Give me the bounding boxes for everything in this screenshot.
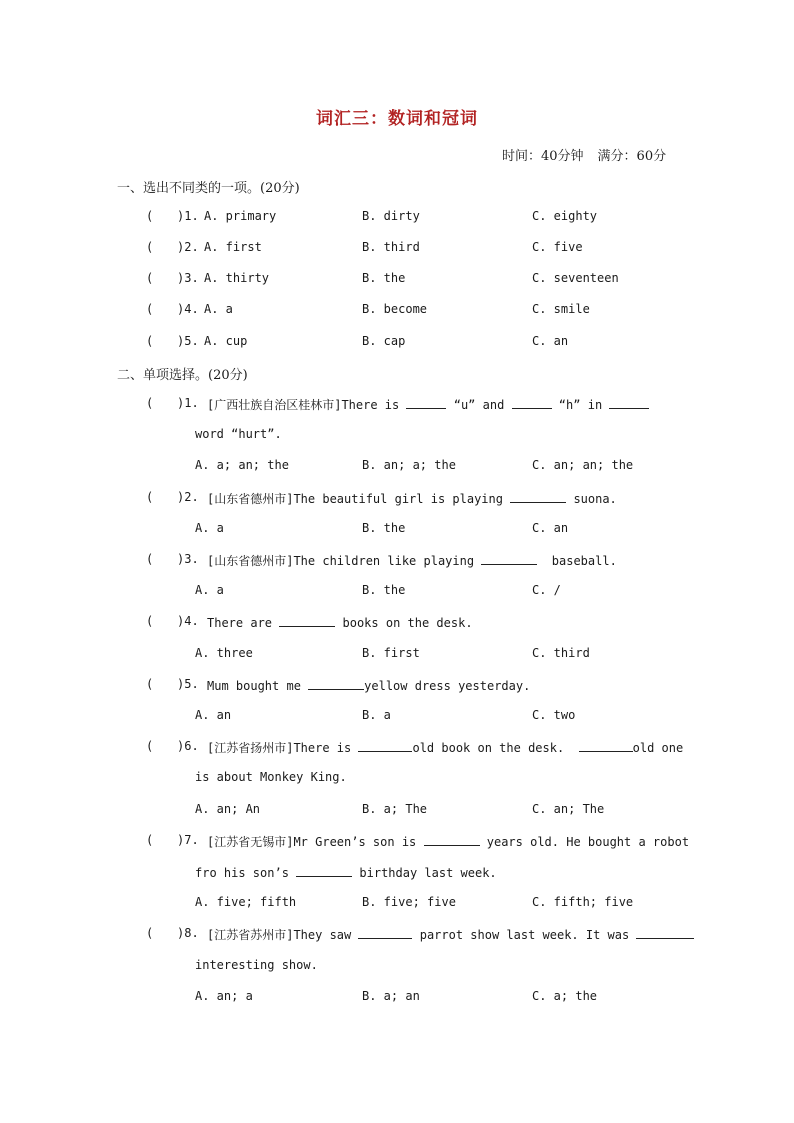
s2-question-6-line2: [0, 770, 794, 790]
question-number: )5.: [177, 677, 199, 691]
option-c: C. an: [532, 334, 569, 348]
answer-paren[interactable]: (: [146, 739, 154, 753]
answer-paren[interactable]: (: [146, 396, 154, 410]
option-b: B. the: [362, 521, 406, 535]
option-a: A. five; fifth: [195, 895, 297, 909]
answer-blank[interactable]: [424, 833, 480, 846]
option-b: B. third: [362, 240, 420, 254]
option-c: C. five: [532, 240, 583, 254]
s2-question-7-line2: [0, 864, 794, 884]
option-c: C. an: [532, 521, 569, 535]
option-a: A. a: [195, 521, 224, 535]
option-c: C. /: [532, 583, 561, 597]
s2-question-7: [0, 833, 794, 853]
option-c: C. seventeen: [532, 271, 619, 285]
stem-continuation: is about Monkey King.: [195, 770, 347, 784]
s2-question-4: [0, 614, 794, 634]
option-c: C. a; the: [532, 989, 598, 1003]
stem-text: birthday last week.: [359, 866, 497, 880]
source-tag: [山东省德州市]: [207, 492, 294, 506]
stem-text: books on the desk.: [342, 616, 473, 630]
s1-question-3: [0, 271, 794, 291]
answer-paren[interactable]: (: [146, 552, 154, 566]
option-b: B. the: [362, 583, 406, 597]
answer-blank[interactable]: [296, 864, 352, 877]
stem-text: The children like playing: [293, 554, 475, 568]
answer-paren[interactable]: (: [146, 677, 154, 691]
question-number: )7.: [177, 833, 199, 847]
option-a: A. a: [195, 583, 224, 597]
source-tag: [江苏省苏州市]: [207, 928, 294, 942]
s2-question-2-options: [0, 521, 794, 541]
answer-blank[interactable]: [609, 396, 649, 409]
question-stem: [207, 552, 677, 569]
answer-paren[interactable]: (: [146, 614, 154, 628]
question-number: )8.: [177, 926, 199, 940]
answer-paren[interactable]: (: [146, 240, 154, 254]
s2-question-6-options: [0, 802, 794, 822]
s2-question-6: [0, 739, 794, 759]
option-a: A. thirty: [204, 271, 270, 285]
option-a: A. primary: [204, 209, 277, 223]
question-number: )1.: [177, 396, 199, 410]
option-b: B. an; a; the: [362, 458, 456, 472]
answer-paren[interactable]: (: [146, 302, 154, 316]
answer-blank[interactable]: [512, 396, 552, 409]
s2-question-7-options: [0, 895, 794, 915]
answer-blank[interactable]: [279, 614, 335, 627]
s2-question-8: [0, 926, 794, 946]
answer-blank[interactable]: [406, 396, 446, 409]
s2-question-8-options: [0, 989, 794, 1009]
stem-text: suona.: [573, 492, 617, 506]
stem-text: There is: [293, 741, 352, 755]
option-a: A. a: [204, 302, 233, 316]
source-tag: [广西壮族自治区桂林市]: [207, 398, 342, 412]
s2-question-4-options: [0, 646, 794, 666]
answer-paren[interactable]: (: [146, 334, 154, 348]
page-title: 词汇三：数词和冠词: [316, 109, 478, 129]
question-number: )2.: [177, 240, 199, 254]
stem-text: “h”: [558, 398, 581, 412]
question-stem: [207, 677, 677, 693]
question-stem: [207, 739, 684, 756]
s2-question-2: [0, 490, 794, 510]
s1-question-2: [0, 240, 794, 260]
stem-text: in: [587, 398, 603, 412]
question-number: )3.: [177, 271, 199, 285]
answer-blank[interactable]: [308, 677, 364, 690]
s1-question-1: [0, 209, 794, 229]
option-b: B. a; The: [362, 802, 428, 816]
stem-text: old one: [632, 741, 684, 755]
s2-question-1: [0, 396, 794, 416]
question-stem: [207, 490, 677, 507]
stem-text: years old. He bought a robot: [486, 835, 690, 849]
question-stem: [207, 396, 677, 413]
option-a: A. an; An: [195, 802, 261, 816]
question-number: )6.: [177, 739, 199, 753]
s2-question-3-options: [0, 583, 794, 603]
option-c: C. two: [532, 708, 576, 722]
answer-blank[interactable]: [636, 926, 694, 939]
answer-blank[interactable]: [481, 552, 537, 565]
answer-blank[interactable]: [510, 490, 566, 503]
s2-question-1-line2: [0, 427, 794, 447]
section1-heading: 一、选出不同类的一项。(20分): [117, 181, 300, 196]
option-a: A. cup: [204, 334, 248, 348]
stem-text: The beautiful girl is playing: [293, 492, 503, 506]
stem-text: Mr Green’s son is: [293, 835, 417, 849]
option-b: B. become: [362, 302, 428, 316]
answer-blank[interactable]: [358, 739, 412, 752]
s2-question-1-options: [0, 458, 794, 478]
answer-paren[interactable]: (: [146, 926, 154, 940]
option-a: A. an: [195, 708, 232, 722]
option-a: A. an; a: [195, 989, 253, 1003]
answer-blank[interactable]: [579, 739, 633, 752]
stem-text: There are: [207, 616, 273, 630]
stem-continuation: [195, 864, 677, 880]
stem-text: old book on the desk.: [412, 741, 565, 755]
option-b: B. cap: [362, 334, 406, 348]
s2-question-5: [0, 677, 794, 697]
s2-question-8-line2: [0, 958, 794, 978]
time-limit: 时间：40分钟: [502, 149, 584, 164]
answer-paren[interactable]: (: [146, 209, 154, 223]
option-a: A. a; an; the: [195, 458, 289, 472]
option-a: A. first: [204, 240, 262, 254]
option-c: C. fifth; five: [532, 895, 634, 909]
section2-heading: 二、单项选择。(20分): [117, 368, 248, 383]
question-number: )3.: [177, 552, 199, 566]
stem-text: Mum bought me: [207, 679, 301, 693]
exam-meta: [502, 145, 666, 164]
stem-text: They saw: [293, 928, 352, 942]
s2-question-5-options: [0, 708, 794, 728]
stem-text: fro his son’s: [195, 866, 289, 880]
answer-paren[interactable]: (: [146, 271, 154, 285]
stem-text: baseball.: [551, 554, 617, 568]
question-number: )1.: [177, 209, 199, 223]
question-number: )5.: [177, 334, 199, 348]
stem-text: There is: [341, 398, 400, 412]
option-b: B. a: [362, 708, 391, 722]
option-b: B. a; an: [362, 989, 420, 1003]
question-stem: [207, 833, 690, 850]
stem-continuation: interesting show.: [195, 958, 318, 972]
source-tag: [江苏省无锡市]: [207, 835, 294, 849]
full-score: 满分：60分: [597, 149, 667, 164]
answer-paren[interactable]: (: [146, 833, 154, 847]
option-c: C. an; The: [532, 802, 605, 816]
stem-text: parrot show last week. It was: [419, 928, 630, 942]
option-c: C. an; an; the: [532, 458, 634, 472]
answer-paren[interactable]: (: [146, 490, 154, 504]
option-c: C. eighty: [532, 209, 598, 223]
stem-text: and: [482, 398, 505, 412]
answer-blank[interactable]: [358, 926, 412, 939]
question-number: )4.: [177, 614, 199, 628]
s2-question-3: [0, 552, 794, 572]
option-b: B. first: [362, 646, 420, 660]
question-number: )4.: [177, 302, 199, 316]
stem-text: yellow dress yesterday.: [364, 679, 531, 693]
question-stem: [207, 926, 677, 943]
stem-text: “u”: [453, 398, 476, 412]
option-b: B. the: [362, 271, 406, 285]
question-number: )2.: [177, 490, 199, 504]
option-b: B. dirty: [362, 209, 420, 223]
source-tag: [山东省德州市]: [207, 554, 294, 568]
s1-question-5: [0, 334, 794, 354]
option-a: A. three: [195, 646, 253, 660]
question-stem: [207, 614, 677, 630]
option-b: B. five; five: [362, 895, 456, 909]
option-c: C. smile: [532, 302, 590, 316]
source-tag: [江苏省扬州市]: [207, 741, 294, 755]
option-c: C. third: [532, 646, 590, 660]
s1-question-4: [0, 302, 794, 322]
stem-continuation: word “hurt”.: [195, 427, 282, 441]
